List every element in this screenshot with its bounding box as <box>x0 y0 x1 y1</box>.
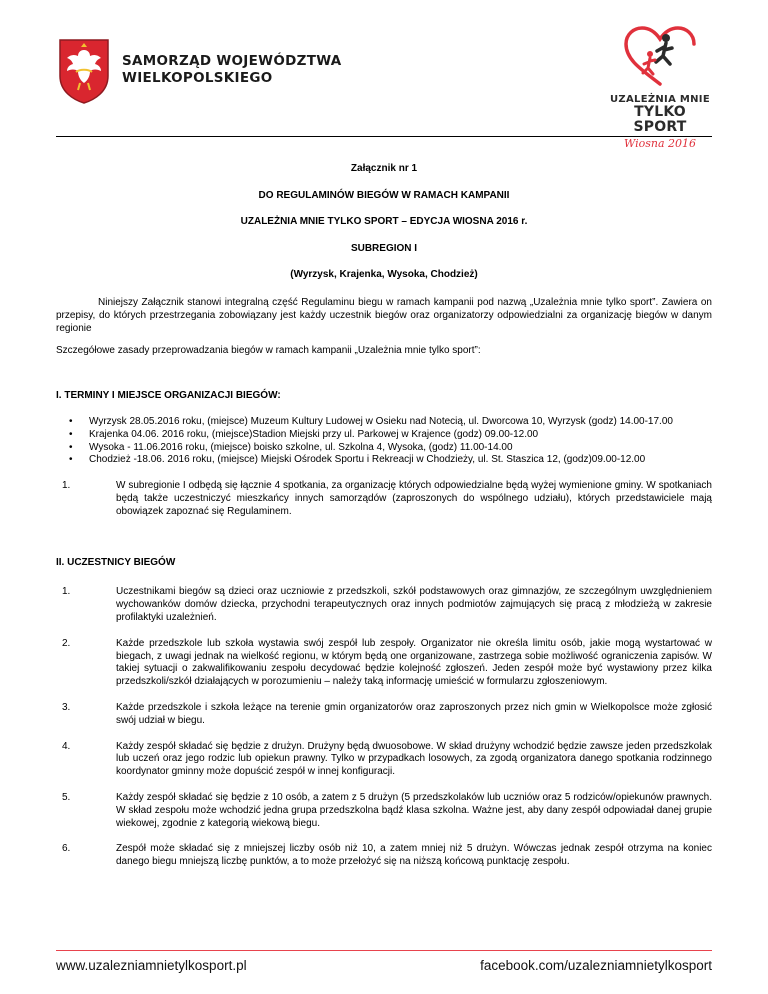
item-text: Uczestnikami biegów są dzieci oraz uczniowie z przedszkoli, szkół podstawowych oraz gimnazjów, ze szczególnym uwzględnieniem wychowanków domów dziecka, przychodni terapeutycznych oraz innych podmiotów zajmujących się pracą z młodzieżą w zakresie profilaktyki uzależnień. <box>116 586 712 623</box>
participants-list <box>56 586 712 869</box>
campaign-line1: UZALEŻNIA MNIE <box>610 94 710 105</box>
numbered-item <box>56 480 712 518</box>
item-number: 4. <box>62 740 71 752</box>
bullet-icon: • <box>69 441 73 453</box>
item-number: 2. <box>62 637 71 649</box>
item-text: Każdy zespół składać się będzie z 10 osób, a zatem z 5 drużyn (5 przedszkolaków lub uczniów oraz 5 rodziców/opiekunów prawnych. W skład zespołu może wchodzić jedna grupa przedszkolna bądź klasa szkolna. Ważne jest, aby dany zespół odpowiadał danej grupie wiekowej, zgodnie z kategorią wiekową biegu. <box>116 791 712 829</box>
item-number: 6. <box>62 843 71 855</box>
item-text: W subregionie I odbędą się łącznie 4 spotkania, za organizację których odpowiedzialne będą wyżej wymienione gminy. W spotkaniach będą także uczestniczyć mieszkańcy innych samorządów (zaproszonych do wspólnego udziału), których przedstawiciele mają obowiązek zapoznać się Regulaminem. <box>116 480 712 517</box>
item-text: Zespół może składać się z mniejszej liczby osób niż 10, a zatem mniej niż 5 drużyn. Wówczas jednak zespół otrzyma na koniec danego biegu mniejszą liczbę punktów, a to może przełożyć się na niższą końcową punktację zespołu. <box>116 843 712 868</box>
numbered-item <box>56 586 712 624</box>
item-number: 1. <box>62 480 71 492</box>
bullet-icon: • <box>69 428 73 440</box>
org-name-line1: SAMORZĄD WOJEWÓDZTWA <box>122 53 342 69</box>
org-name-line2: WIELKOPOLSKIEGO <box>122 70 273 86</box>
campaign-line2: TYLKO SPORT <box>633 104 687 135</box>
numbered-item <box>56 702 712 728</box>
org-header <box>56 36 342 104</box>
subregion-towns: (Wyrzysk, Krajenka, Wysoka, Chodzież) <box>290 269 478 280</box>
item-number: 5. <box>62 791 71 803</box>
numbered-item <box>56 741 712 779</box>
item-text: Każdy zespół składać się będzie z drużyn. Drużyny będą dwuosobowe. W skład drużyny wchodzić będzie zawsze jeden przedszkolak lub uczeń oraz jego rodzic lub opiekun prawny. Tylko w przypadkach losowych, za zgodą organizatora danego spotkania rodzinnego koordynator gminny może dopuścić zespół w innej konfiguracji. <box>116 740 712 778</box>
item-number: 3. <box>62 701 71 713</box>
numbered-item <box>56 638 712 689</box>
campaign-logo <box>608 24 712 150</box>
coat-of-arms-icon <box>56 36 112 104</box>
bullet-icon: • <box>69 454 73 466</box>
section-1-heading: I. TERMINY I MIEJSCE ORGANIZACJI BIEGÓW: <box>56 390 281 402</box>
footer-facebook: facebook.com/uzalezniamnietylkosport <box>480 958 712 973</box>
list-item <box>56 454 712 467</box>
item-number: 1. <box>62 586 71 598</box>
section-2-heading: II. UCZESTNICY BIEGÓW <box>56 556 176 568</box>
numbered-item <box>56 843 712 869</box>
event-list <box>56 416 712 467</box>
numbered-item <box>56 792 712 830</box>
event-text: Chodzież -18.06. 2016 roku, (miejsce) Miejski Ośrodek Sportu i Rekreacji w Chodzieży, ul. St. Staszica 12, (godz)09.00-12.00 <box>89 454 646 466</box>
list-item <box>56 416 712 429</box>
heart-runners-icon <box>620 24 700 88</box>
org-name <box>122 53 342 87</box>
item-text: Każde przedszkole i szkoła leżące na terenie gmin organizatorów oraz zaproszonych przez nich gmin w Wielkopolsce może zgłosić swój udział w biegu. <box>116 701 712 726</box>
event-text: Wysoka - 11.06.2016 roku, (miejsce) boisko szkolne, ul. Szkolna 4, Wysoka, (godz) 11.00-14.00 <box>89 441 513 453</box>
item-text: Każde przedszkole lub szkoła wystawia swój zespół lub zespoły. Organizator nie określa limitu osób, jakie mogą wystartować w biegach, z uwagi jednak na wielkość regionu, w którym będą one organizowane, zastrzega sobie możliwość ograniczenia zapisów. W takiej sytuacji o zakwalifikowaniu zespołu decydować będzie kolejność zgłoszeń. Jeden zespół może być wystawiony przez kilka przedszkoli/szkół działających w porozumieniu – należy taką informację umieścić w formularzu zgłoszeniowym. <box>116 637 712 688</box>
header-divider <box>56 136 712 137</box>
details-intro: Szczegółowe zasady przeprowadzania biegów w ramach kampanii „Uzależnia mnie tylko sport”: <box>56 345 481 357</box>
subregion-title: SUBREGION I <box>350 242 418 254</box>
bullet-icon: • <box>69 415 73 427</box>
intro-paragraph: Niniejszy Załącznik stanowi integralną część Regulaminu biegu w ramach kampanii pod nazwą „Uzależnia mnie tylko sport”. Zawiera on przepisy, do których przestrzegania zobowiązany jest każdy uczestnik biegów oraz organizatorzy odpowiedzialni za organizację biegów w danym regionie <box>56 297 712 334</box>
list-item <box>56 442 712 455</box>
footer-divider <box>56 950 712 951</box>
event-text: Wyrzysk 28.05.2016 roku, (miejsce) Muzeum Kultury Ludowej w Osieku nad Notecią, ul. Dworcowa 10, Wyrzysk (godz) 14.00-17.00 <box>89 415 673 427</box>
document-body <box>56 297 712 869</box>
campaign-title: UZALEŻNIA MNIE TYLKO SPORT – EDYCJA WIOSNA 2016 r. <box>240 216 528 227</box>
list-item <box>56 429 712 442</box>
event-text: Krajenka 04.06. 2016 roku, (miejsce)Stadion Miejski przy ul. Parkowej w Krajence (godz) 09.00-12.00 <box>89 428 539 440</box>
title-block <box>56 162 712 295</box>
campaign-line3: Wiosna 2016 <box>623 137 697 150</box>
footer-website: www.uzalezniamnietylkosport.pl <box>56 958 247 973</box>
regulation-title: DO REGULAMINÓW BIEGÓW W RAMACH KAMPANII <box>258 189 510 201</box>
annex-number: Załącznik nr 1 <box>350 163 418 174</box>
